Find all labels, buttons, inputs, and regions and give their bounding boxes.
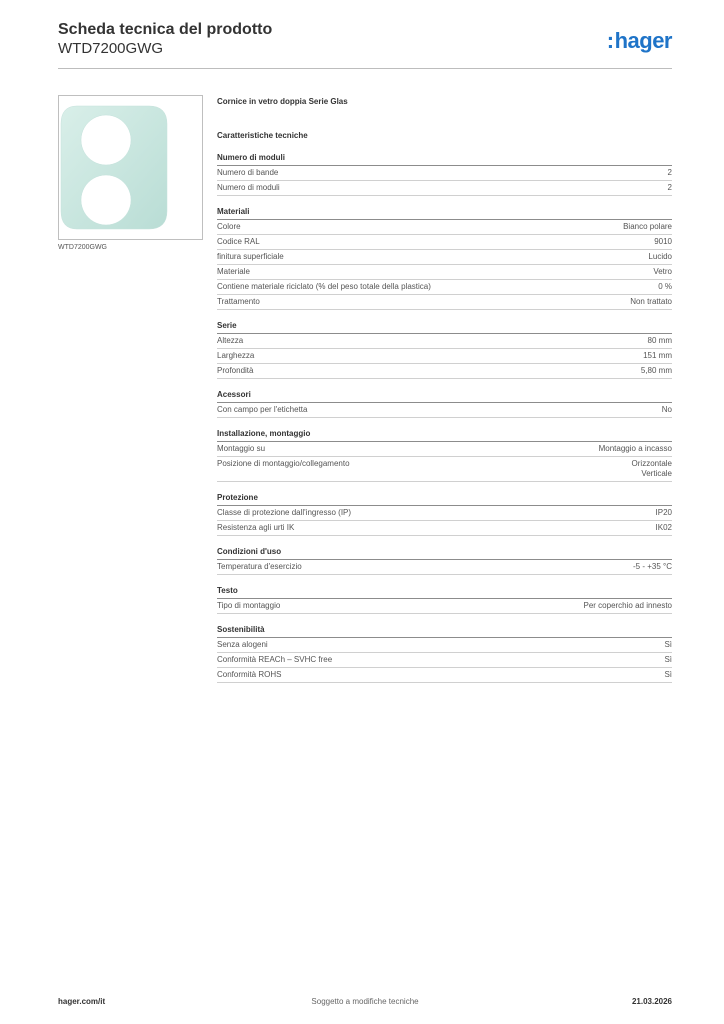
group-title: Testo (217, 585, 672, 599)
spec-label: Conformità REACh – SVHC free (217, 655, 333, 664)
page-header (58, 20, 672, 70)
page-title: Scheda tecnica del prodotto (58, 21, 273, 38)
spec-label: Resistenza agli urti IK (217, 523, 295, 532)
spec-label: Senza alogeni (217, 640, 268, 649)
spec-value: Montaggio a incasso (598, 444, 672, 453)
group-title: Installazione, montaggio (217, 428, 672, 442)
spec-row (217, 442, 672, 457)
group-title: Acessori (217, 389, 672, 403)
spec-row (217, 521, 672, 536)
footer-notice: Soggetto a modifiche tecniche (311, 997, 419, 1006)
spec-label: Colore (217, 222, 241, 231)
spec-group-sostenibilita (217, 624, 672, 683)
page-footer (58, 997, 672, 1011)
spec-label: Profondità (217, 366, 254, 375)
spec-row (217, 265, 672, 280)
image-caption: WTD7200GWG (58, 244, 108, 251)
spec-label: Con campo per l'etichetta (217, 405, 308, 414)
spec-value: Vetro (653, 267, 672, 276)
spec-row (217, 403, 672, 418)
spec-value: Per coperchio ad innesto (583, 601, 672, 610)
spec-value: Sì (664, 640, 672, 649)
spec-value: Sì (664, 670, 672, 679)
double-frame-icon (59, 96, 202, 239)
spec-value: 2 (667, 183, 672, 192)
spec-row (217, 457, 672, 482)
spec-group-moduli (217, 152, 672, 196)
spec-value: 80 mm (647, 336, 672, 345)
spec-value: 2 (667, 168, 672, 177)
brand-logo[interactable] (607, 28, 672, 54)
spec-row (217, 235, 672, 250)
group-title: Protezione (217, 492, 672, 506)
group-title: Condizioni d'uso (217, 546, 672, 560)
spec-row (217, 250, 672, 265)
spec-label: Conformità ROHS (217, 670, 282, 679)
spec-value: Lucido (648, 252, 672, 261)
spec-group-serie (217, 320, 672, 379)
spec-row (217, 599, 672, 614)
spec-value: IP20 (655, 508, 672, 517)
spec-label: Trattamento (217, 297, 260, 306)
spec-label: Numero di moduli (217, 183, 280, 192)
spec-value: 0 % (658, 282, 672, 291)
group-title: Materiali (217, 206, 672, 220)
spec-value: -5 - +35 °C (633, 562, 672, 571)
spec-value: Orizzontale (631, 459, 672, 468)
spec-row (217, 166, 672, 181)
spec-label: Classe di protezione dall'ingresso (IP) (217, 508, 352, 517)
spec-label: Larghezza (217, 351, 255, 360)
spec-row (217, 668, 672, 683)
spec-label: Posizione di montaggio/collegamento (217, 459, 350, 468)
spec-row (217, 295, 672, 310)
spec-label: Temperatura d'esercizio (217, 562, 302, 571)
spec-group-testo (217, 585, 672, 614)
spec-group-accessori (217, 389, 672, 418)
spec-value: Non trattato (630, 297, 672, 306)
spec-group-installazione (217, 428, 672, 482)
spec-row (217, 349, 672, 364)
group-title: Serie (217, 320, 672, 334)
spec-label: Tipo di montaggio (217, 601, 281, 610)
spec-value: No (661, 405, 672, 414)
spec-label: Numero di bande (217, 168, 279, 177)
section-title: Caratteristiche tecniche (217, 131, 308, 140)
spec-row (217, 280, 672, 295)
spec-value: 5,80 mm (640, 366, 672, 375)
spec-group-condizioni (217, 546, 672, 575)
spec-group-materiali (217, 206, 672, 310)
header-divider (58, 68, 672, 69)
spec-row (217, 653, 672, 668)
spec-row (217, 220, 672, 235)
spec-value: IK02 (655, 523, 672, 532)
spec-value: 151 mm (643, 351, 672, 360)
spec-group-protezione (217, 492, 672, 536)
spec-value: Bianco polare (623, 222, 672, 231)
group-title: Numero di moduli (217, 152, 672, 166)
product-image (58, 95, 203, 240)
spec-row (217, 334, 672, 349)
spec-label: Montaggio su (217, 444, 266, 453)
spec-value-multi (632, 459, 672, 479)
spec-row (217, 506, 672, 521)
footer-website-link[interactable]: hager.com/it (58, 997, 106, 1006)
spec-row (217, 364, 672, 379)
spec-value: Sì (664, 655, 672, 664)
product-name: Cornice in vetro doppia Serie Glas (217, 97, 348, 106)
group-title: Sostenibilità (217, 624, 672, 638)
logo-dots-icon: : (606, 28, 614, 53)
spec-row (217, 560, 672, 575)
spec-row (217, 181, 672, 196)
spec-label: Materiale (217, 267, 250, 276)
spec-label: Codice RAL (217, 237, 260, 246)
spec-value: Verticale (641, 469, 672, 478)
logo-text: hager (614, 28, 672, 53)
product-code: WTD7200GWG (58, 40, 164, 57)
spec-label: Contiene materiale riciclato (% del peso totale della plastica) (217, 282, 431, 291)
footer-date: 21.03.2026 (631, 997, 672, 1006)
spec-row (217, 638, 672, 653)
spec-label: Altezza (217, 336, 244, 345)
spec-content (217, 96, 672, 683)
spec-label: finitura superficiale (217, 252, 284, 261)
spec-value: 9010 (654, 237, 672, 246)
